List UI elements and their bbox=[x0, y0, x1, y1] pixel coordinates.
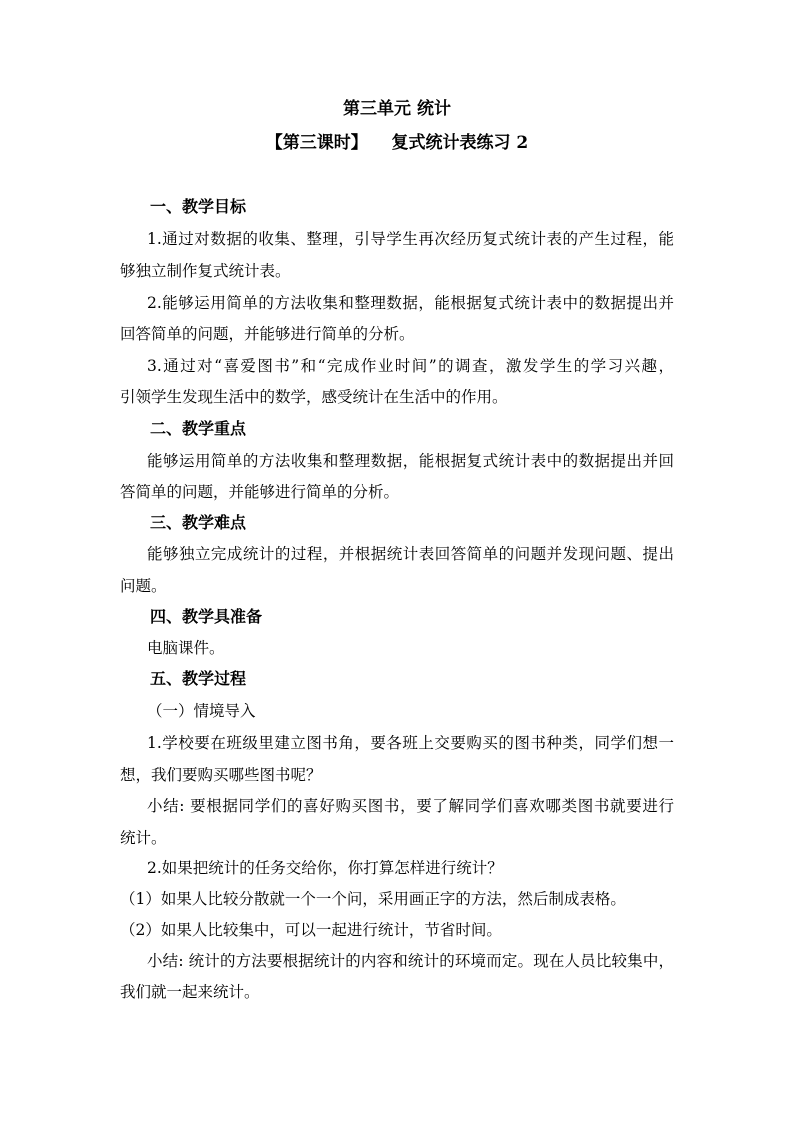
process-p3-line-1: 2.如果把统计的任务交给你，你打算怎样进行统计？ bbox=[147, 859, 503, 877]
process-p1-line-2: 想，我们要购买哪些图书呢？ bbox=[120, 766, 322, 784]
process-summary-2-line-1: 小结: 统计的方法要根据统计的内容和统计的环境而定。现在人员比较集中， bbox=[147, 952, 674, 970]
process-p4-line-1: （1）如果人比较分散就一个一个问，采用画正字的方法，然后制成表格。 bbox=[120, 890, 626, 908]
process-p5-line-1: （2）如果人比较集中，可以一起进行统计，节省时间。 bbox=[120, 921, 502, 939]
process-summary-2-line-2: 我们就一起来统计。 bbox=[120, 983, 260, 1001]
key-points-line-1: 能够运用简单的方法收集和整理数据，能根据复式统计表中的数据提出并回 bbox=[147, 452, 674, 470]
objective-2-line-2: 回答简单的问题，并能够进行简单的分析。 bbox=[120, 325, 415, 343]
difficulties-line-2: 问题。 bbox=[120, 577, 167, 595]
section-heading-materials: 四、教学具准备 bbox=[150, 607, 263, 626]
lesson-title: 【第三课时】 复式统计表练习 2 bbox=[265, 133, 529, 153]
materials-line-1: 电脑课件。 bbox=[147, 639, 225, 657]
objective-1-line-1: 1.通过对数据的收集、整理，引导学生再次经历复式统计表的产生过程，能 bbox=[147, 230, 674, 248]
objective-1-line-2: 够独立制作复式统计表。 bbox=[120, 262, 291, 280]
section-heading-process: 五、教学过程 bbox=[150, 669, 247, 688]
section-heading-objectives: 一、教学目标 bbox=[150, 197, 247, 216]
section-heading-difficulties: 三、教学难点 bbox=[150, 513, 247, 532]
section-heading-key-points: 二、教学重点 bbox=[150, 419, 247, 438]
process-p1-line-1: 1.学校要在班级里建立图书角，要各班上交要购买的图书种类，同学们想一 bbox=[147, 734, 674, 752]
objective-3-line-2: 引领学生发现生活中的数学，感受统计在生活中的作用。 bbox=[120, 388, 508, 406]
unit-title: 第三单元 统计 bbox=[343, 99, 451, 119]
process-summary-1-line-2: 统计。 bbox=[120, 829, 167, 847]
key-points-line-2: 答简单的问题，并能够进行简单的分析。 bbox=[120, 483, 400, 501]
difficulties-line-1: 能够独立完成统计的过程，并根据统计表回答简单的问题并发现问题、提出 bbox=[147, 545, 674, 563]
objective-2-line-1: 2.能够运用简单的方法收集和整理数据，能根据复式统计表中的数据提出并 bbox=[147, 294, 674, 312]
process-summary-1-line-1: 小结: 要根据同学们的喜好购买图书，要了解同学们喜欢哪类图书就要进行 bbox=[147, 797, 674, 815]
process-subheading: （一）情境导入 bbox=[147, 702, 256, 720]
objective-3-line-1: 3.通过对“喜爱图书”和“完成作业时间”的调查，激发学生的学习兴趣， bbox=[147, 357, 674, 375]
